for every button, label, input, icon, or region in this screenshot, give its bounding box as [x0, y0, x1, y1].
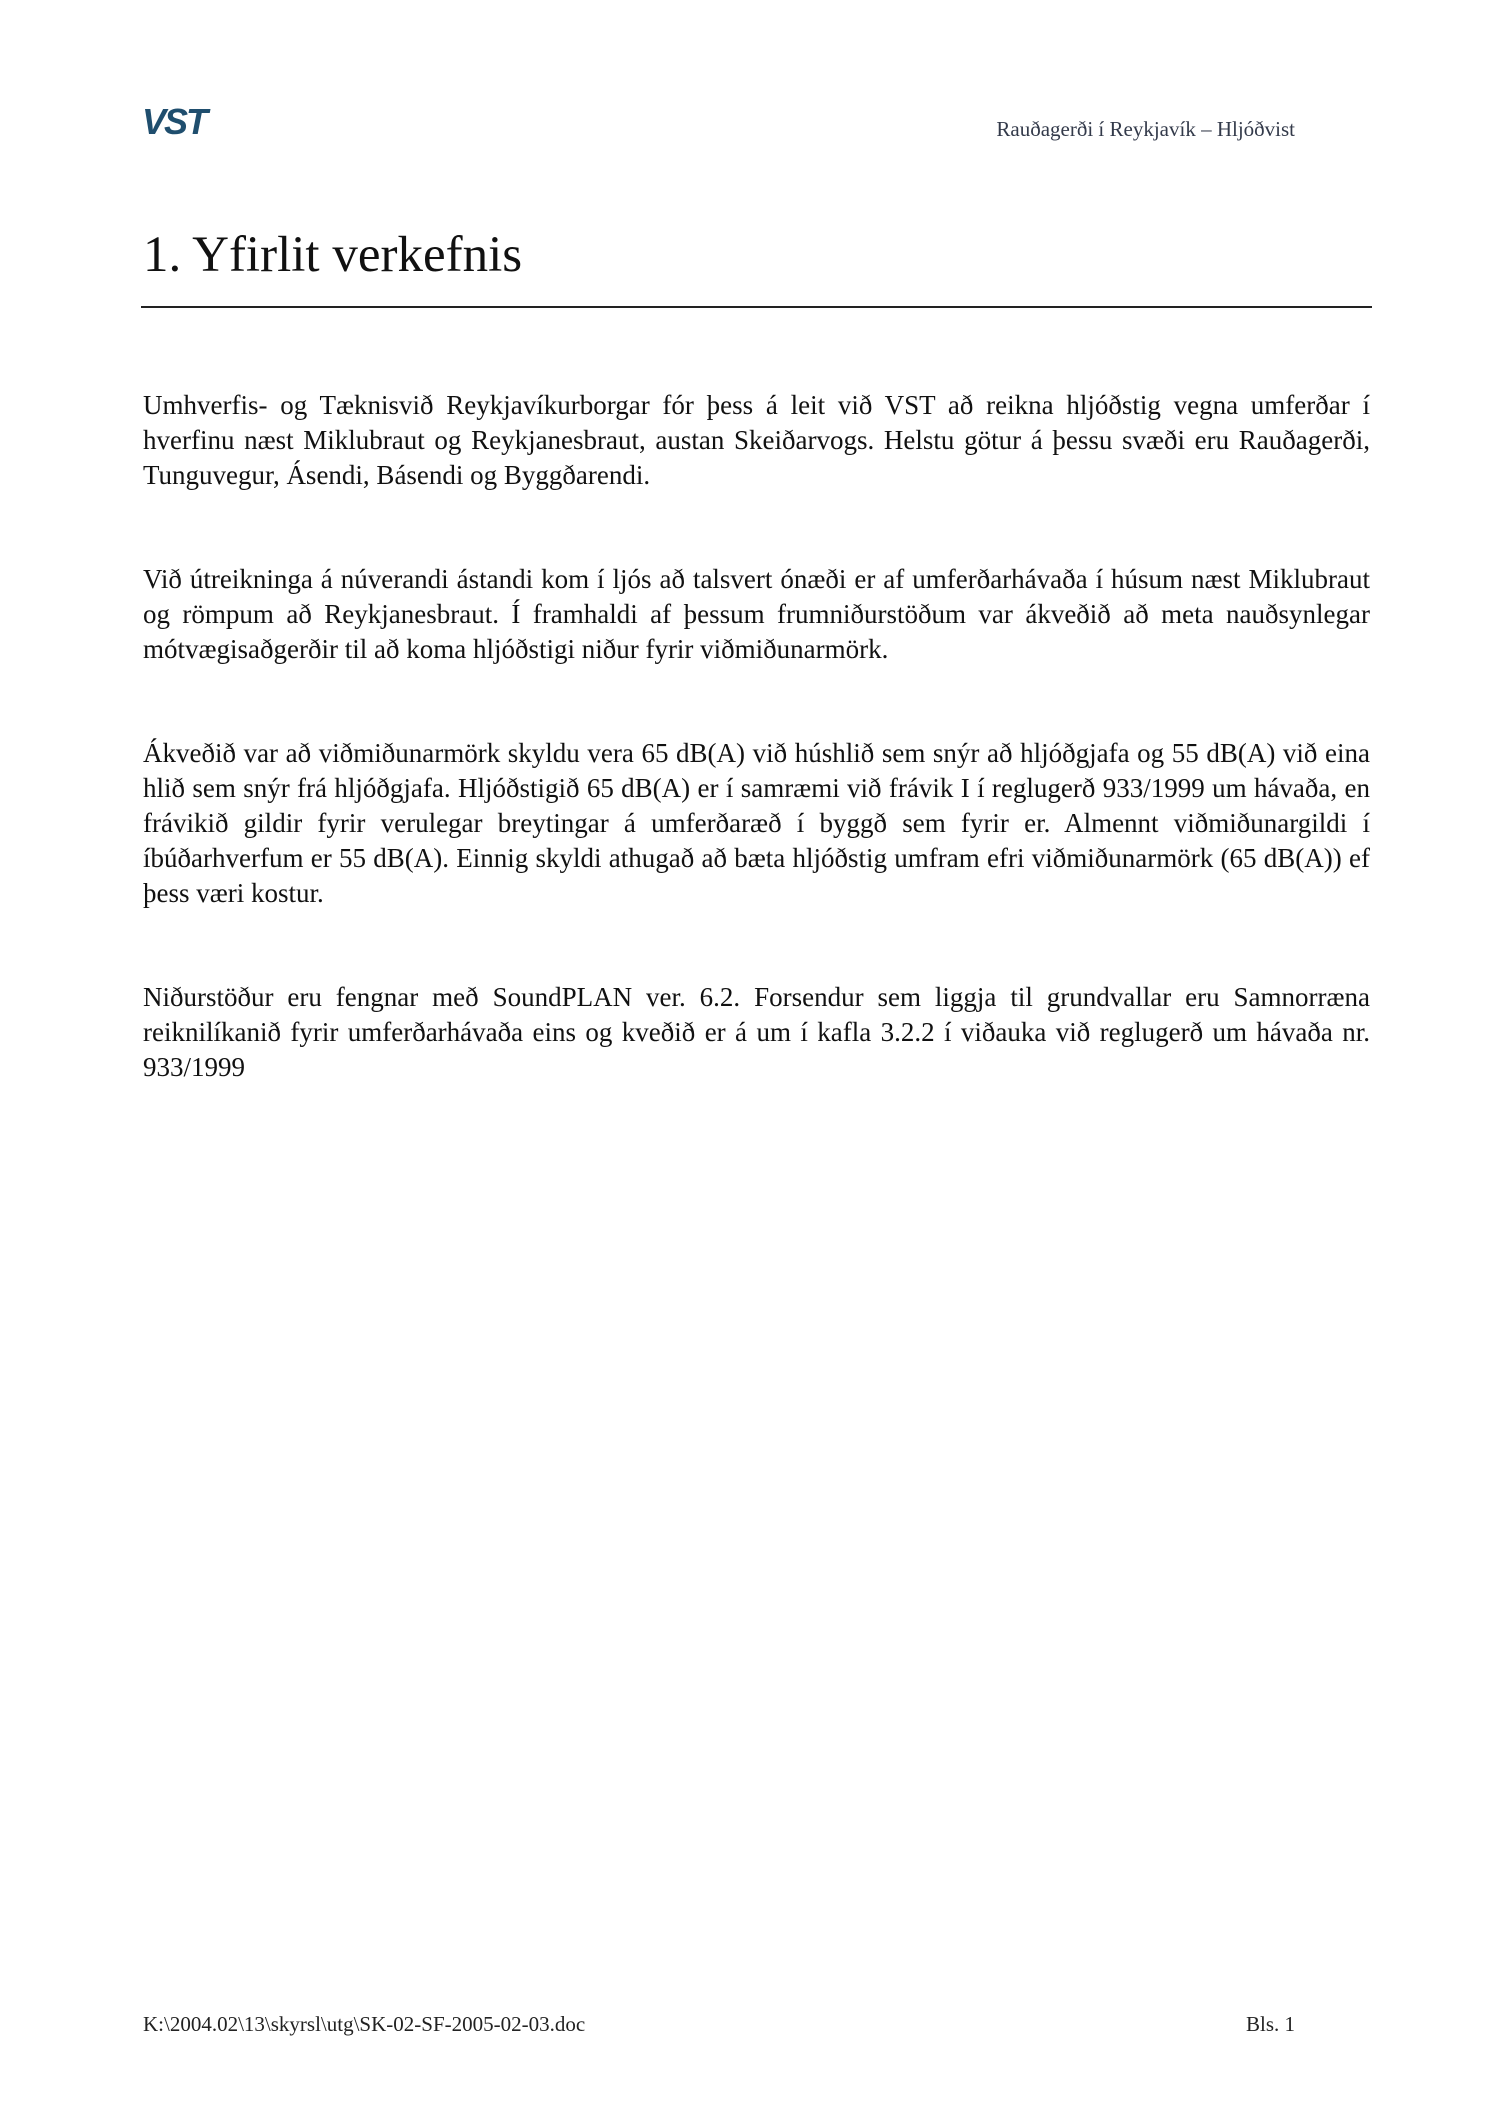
paragraph-2: Við útreikninga á núverandi ástandi kom í ljós að talsvert ónæði er af umferðarhávaða í húsum næst Miklubraut og römpum að Reykjanesbraut. Í framhaldi af þessum frumniðurstöðum var ákveðið að meta nauðsynlegar mótvægisaðgerðir til að koma hljóðstigi niður fyrir viðmiðunarmörk.: [143, 564, 1370, 664]
paragraph-3: Ákveðið var að viðmiðunarmörk skyldu vera 65 dB(A) við húshlið sem snýr að hljóðgjafa og 55 dB(A) við eina hlið sem snýr frá hljóðgjafa. Hljóðstigið 65 dB(A) er í samræmi við frávik I í reglugerð 933/1999 um hávaða, en frávikið gildir fyrir verulegar breytingar á umferðaræð í byggð sem fyrir er. Almennt viðmiðunargildi í íbúðarhverfum er 55 dB(A). Einnig skyldi athugað að bæta hljóðstig umfram efri viðmiðunarmörk (65 dB(A)) ef þess væri kostur.: [143, 738, 1370, 908]
footer-page-number: Bls. 1: [1245, 2012, 1295, 2036]
title-divider: [141, 306, 1372, 308]
footer-file-path: K:\2004.02\13\skyrsl\utg\SK-02-SF-2005-02-03.doc: [143, 2012, 586, 2036]
document-title-header: Rauðagerði í Reykjavík – Hljóðvist: [996, 117, 1295, 141]
section-title: 1. Yfirlit verkefnis: [143, 227, 523, 283]
body-text: [143, 388, 1370, 1154]
paragraph-1: Umhverfis- og Tæknisvið Reykjavíkurborgar fór þess á leit við VST að reikna hljóðstig vegna umferðar í hverfinu næst Miklubraut og Reykjanesbraut, austan Skeiðarvogs. Helstu götur á þessu svæði eru Rauðagerði, Tunguvegur, Ásendi, Básendi og Byggðarendi.: [143, 390, 1370, 490]
paragraph-4: Niðurstöður eru fengnar með SoundPLAN ver. 6.2. Forsendur sem liggja til grundvallar eru Samnorræna reiknilíkanið fyrir umferðarhávaða eins og kveðið er á um í kafla 3.2.2 í viðauka við reglugerð um hávaða nr. 933/1999: [143, 982, 1370, 1082]
vst-logo: VST: [142, 101, 207, 142]
